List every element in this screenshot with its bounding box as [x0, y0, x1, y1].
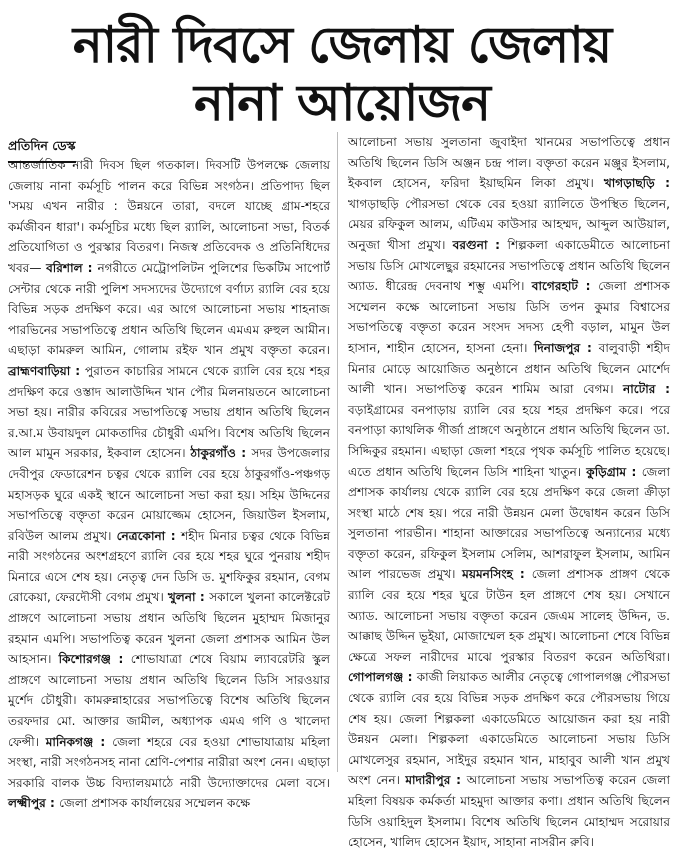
district-name: ময়মনসিংহ :	[462, 567, 532, 582]
district-name: দিনাজপুর :	[533, 340, 599, 355]
byline: প্রতিদিন ডেস্ক	[8, 138, 76, 163]
article-text: শোভাযাত্রা শেষে বিয়াম ল্যাবরেটরি স্কুল প্রাঙ্গণে আলোচনা সভায় প্রধান অতিথি ছিলেন ডিসি সারওয়ার মুর্শেদ চৌধুরী। কামরুন্নাহারের সভাপতিত্বে বিশেষ অতিথি ছিলেন তরফদার মো. আক্তার জামীল, অধ্যাপক এমএ গণি ও খালেদা ফেন্সী।	[8, 652, 330, 749]
article-text: সকালে খুলনা কালেক্টরেট প্রাঙ্গণে আলোচনা সভায় প্রধান অতিথি ছিলেন মুহাম্মদ মিজানুর রহমান এমপি। সভাপতিত্ব করেন খুলনা জেলা প্রশাসক আমিন উল আহসান।	[8, 590, 331, 667]
article-text: কাজী লিয়াকত আলীর নেতৃত্বে গোপালগঞ্জ পৌরসভা থেকে র‌্যালি বের হয়ে বিভিন্ন সড়ক প্রদক্ষিণ করে পৌরসভায় গিয়ে শেষ হয়। জেলা শিল্পকলা একাডেমিতে আয়োজন করা হয় নারী উন্নয়ন মেলা। শিল্পকলা একাডেমিতে আলোচনা সভায় ডিসি মোখলেসুর রহমান, সাইদুর রহমান খান, মাহাবুব আলী খান প্রমুখ অংশ নেন।	[348, 670, 670, 788]
article-text: জেলা প্রশাসক প্রাঙ্গণ থেকে র‌্যালি বের হয়ে শহর ঘুরে টাউন হল প্রাঙ্গণে শেষ হয়। সেখানে অ্যাড. আলোচনা সভায় বক্তৃতা করেন জেএম সালেহ উদ্দিন, ড. আক্কাছ উদ্দিন ভূইয়া, মোজাম্মেল হক প্রমুখ। আলোচনা শেষে বিভিন্ন ক্ষেত্রে সফল নারীদের মাঝে পুরস্কার বিতরণ করেন অতিথিরা।	[348, 567, 670, 664]
district-name: বাগেরহাট :	[531, 279, 599, 294]
article-text: খাগড়াছড়ি পৌরসভা থেকে বের হওয়া র‌্যালিতে উপস্থিত ছিলেন, মেয়র রফিকুল আলম, এটিএম কাউসার আহম্মদ, আব্দুল আউয়াল, অনুজা খীসা প্রমুখ।	[348, 196, 670, 252]
article-text: আন্তর্জাতিক নারী দিবস ছিল গতকাল। দিবসটি উপলক্ষে জেলায় জেলায় নানা কর্মসূচি পালন করে বিভিন্ন সংগঠন। প্রতিপাদ্য ছিল 'সময় এখন নারীর : উন্নয়নে তারা, বদলে যাচ্ছে গ্রাম-শহরে কর্মজীবন ধারা'। কর্মসূচির মধ্যে ছিল র‌্যালি, আলোচনা সভা, বিতর্ক প্রতিযোগিতা ও পুরস্কার বিতরণ। নিজস্ব প্রতিবেদক ও প্রতিনিধিদের খবর—	[8, 158, 330, 275]
district-name: বরিশাল :	[46, 260, 98, 275]
article-text: জেলা প্রশাসক কার্যালয়ের সম্মেলন কক্ষে	[59, 796, 251, 811]
article-text: বড়াইগ্রামের বনপাড়ায় র‌্যালি বের হয়ে শহর প্রদক্ষিণ করে। পরে বনপাড়া ক্যাথলিক গীর্জা প্রাঙ্গণে অনুষ্ঠানে প্রধান অতিথি ছিলেন ডা. সিদ্দিকুর রহমান। এছাড়া জেলা শহরে পৃথক কর্মসূচি পালিত হয়েছে। এতে প্রধান অতিথি ছিলেন ডিসি শাহিনা খাতুন।	[348, 402, 670, 479]
district-name: লক্ষ্মীপুর :	[8, 796, 60, 811]
district-name: ব্রাহ্মণবাড়িয়া :	[8, 363, 86, 378]
article-text: আলোচনা সভায় সভাপতিত্ব করেন জেলা মহিলা বিষয়ক কর্মকর্তা মাহমুদা আক্তার কণা। প্রধান অতিথি ছিলেন ডিসি ওয়াহিদুল ইসলাম। বিশেষ অতিথি ছিলেন মোহাম্মদ সরোয়ার হোসেন, খালিদ হোসেন ইয়াদ, সাহানা নাসরীন রুবি।	[348, 773, 670, 850]
article-text: বালুবাড়ী শহীদ মিনার মোড়ে আয়োজিত অনুষ্ঠানে প্রধান অতিথি ছিলেন মোর্শেদ আলী খান। সভাপতিত্ব করেন শামিম আরা বেগম।	[348, 340, 670, 397]
article-text: নগরীতে মেট্রোপলিটন পুলিশের ভিকটিম সাপোর্ট সেন্টার থেকে নারী পুলিশ সদস্যদের উদ্যোগে বর্ণাঢ্য র‌্যালি বের হয়ে বিভিন্ন সড়ক প্রদক্ষিণ করে। এর আগে আলোচনা সভায় শাহনাজ পারভিনের সভাপতিত্বে প্রধান অতিথি ছিলেন এমএম রুহুল আমীন। এছাড়া কামরুল আমিন, গোলাম রইফ খান প্রমুখ বক্তৃতা করেন।	[8, 260, 331, 358]
district-name: বরগুনা :	[452, 237, 508, 252]
article-text: শিল্পকলা একাডেমীতে আলোচনা সভায় ডিসি মোখলেছুর রহমানের সভাপতিত্বে প্রধান অতিথি ছিলেন অ্যাড. ধীরেন্দ্র দেবনাথ শম্ভু এমপি।	[348, 237, 670, 294]
district-name: কুড়িগ্রাম :	[586, 464, 642, 479]
district-name: ঠাকুরগাঁও :	[190, 446, 252, 461]
article-text: সদর উপজেলার দেবীপুর ফেডারেশন চত্বর থেকে র‌্যালি বের হয়ে ঠাকুরগাঁও-পঞ্চগড় মহাসড়ক ঘুরে একই স্থানে আলোচনা সভা করা হয়। সহিম উদ্দিনের সভাপতিত্বে বক্তৃতা করেন মোয়াজ্জেম হোসেন, জিয়াউল ইসলাম, রবিউল আলম প্রমুখ।	[8, 446, 330, 543]
article-text: জেলা প্রশাসক সম্মেলন কক্ষে আলোচনা সভায় ডিসি তপন কুমার বিশ্বাসের সভাপতিত্বে বক্তৃতা করেন সংসদ সদস্য হেপী বড়াল, মামুন উল হাসান, শাহীন হোসেন, হাসনা হেনা।	[348, 279, 670, 355]
district-name: কিশোরগঞ্জ :	[58, 652, 131, 667]
district-name: খুলনা :	[167, 590, 210, 605]
district-name: গোপালগঞ্জ :	[348, 670, 417, 685]
district-name: মানিকগঞ্জ :	[45, 734, 113, 749]
article-column-right	[348, 132, 670, 853]
headline-line-1: নারী দিবসে জেলায় জেলায়	[72, 16, 612, 74]
column-divider	[337, 132, 338, 772]
article-text: জেলা প্রশাসক কার্যালয় থেকে র‌্যালি বের হয়ে প্রদক্ষিণ করে জেলা ক্রীড়া সংস্থা মাঠে শেষ হয়। পরে নারী উন্নয়ন মেলা উদ্বোধন করেন ডিসি সুলতানা পারভীন। শাহানা আক্তারের সভাপতিত্বে অন্যান্যের মধ্যে বক্তৃতা করেন, রফিকুল ইসলাম সেলিম, আশরাফুল ইসলাম, আমিন আল পারভেজ প্রমুখ।	[348, 464, 670, 582]
article-text: আলোচনা সভায় সুলতানা জুবাইদা খানমের সভাপতিত্বে প্রধান অতিথি ছিলেন ডিসি অঞ্জন চন্দ্র পাল। বক্তৃতা করেন মঞ্জুর ইসলাম, ইকবাল হোসেন, ফরিদা ইয়াছমিন লিকা প্রমুখ।	[348, 135, 670, 191]
district-name: নেত্রকোনা :	[116, 528, 182, 543]
district-name: খাগড়াছড়ি :	[603, 176, 670, 191]
article-text: পুরাতন কাচারির সামনে থেকে র‌্যালি বের হয়ে শহর প্রদক্ষিণ করে ওস্তাদ আলাউদ্দিন খান পৌর মিলনায়তনে আলোচনা সভা হয়। নারীর কবিরের সভাপতিত্বে সভায় প্রধান অতিথি ছিলেন র.আ.ম উবায়দুল মোকতাদির চৌধুরী এমপি। বিশেষ অতিথি ছিলেন আল মামুন সরকার, ইকবাল হোসেন।	[8, 363, 330, 461]
article-column-left	[8, 155, 330, 814]
article-text: জেলা শহরে বের হওয়া শোভাযাত্রায় মহিলা সংস্থা, নারী সংগঠনসহ নানা শ্রেণি-পেশার নারীরা অংশ নেন। এছাড়া সরকারি বালক উচ্চ বিদ্যালয়মাঠে নারী উদ্যোক্তাদের মেলা বসে।	[8, 734, 330, 790]
headline	[4, 0, 680, 132]
district-name: মাদারীপুর :	[405, 773, 467, 788]
district-name: নাটোর :	[623, 382, 670, 397]
article-text: শহীদ মিনার চত্বর থেকে বিভিন্ন নারী সংগঠনের অংশগ্রহণে র‌্যালি বের হয়ে শহর ঘুরে পুনরায় শহীদ মিনারে এসে শেষ হয়। নেতৃত্ব দেন ডিসি ড. মুশফিকুর রহমান, বেগম রোকেয়া, ফেরদৌসী বেগম প্রমুখ।	[8, 528, 330, 605]
headline-line-2: নানা আয়োজন	[193, 74, 491, 132]
